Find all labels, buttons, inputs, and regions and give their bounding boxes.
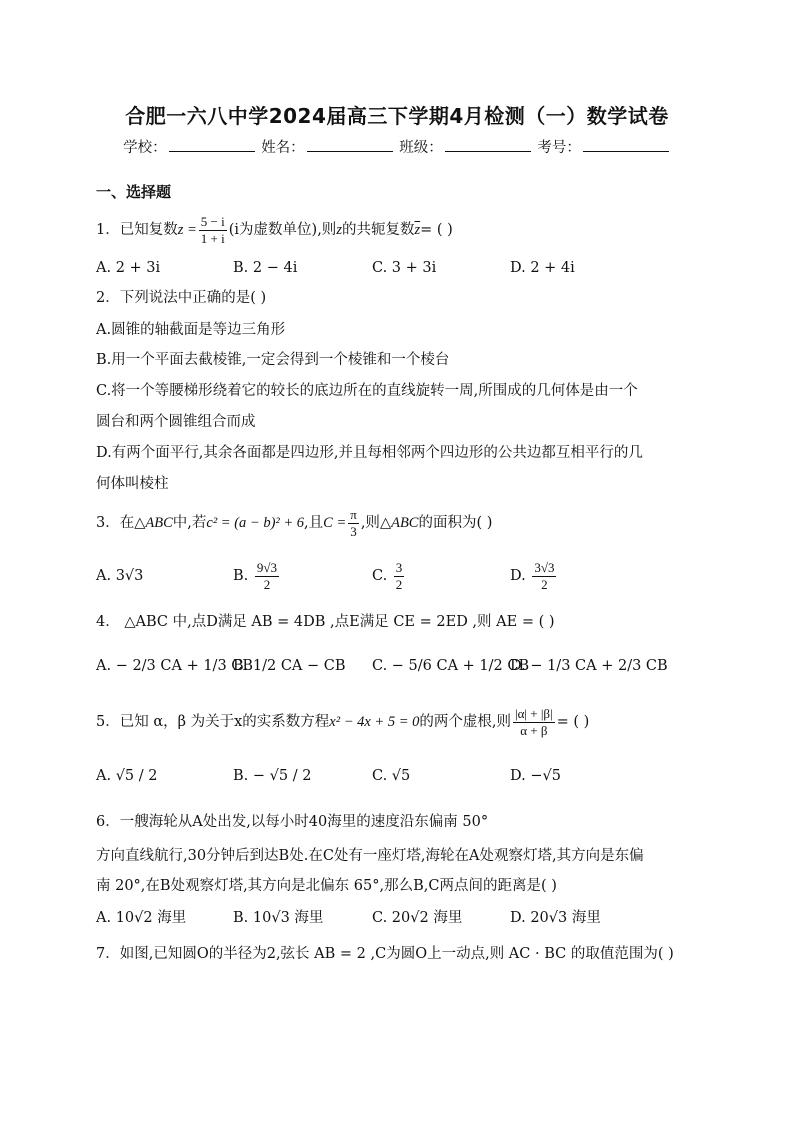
- question-2-stem: 2．下列说法中正确的是( ): [96, 290, 267, 306]
- name-field[interactable]: [307, 137, 393, 152]
- exam-title: 合肥一六八中学2024届高三下学期4月检测（一）数学试卷: [125, 104, 669, 128]
- question-7-stem: 7．如图,已知圆O的半径为2,弦长 AB = 2 ,C为圆O上一动点,则 AC · BC 的取值范围为( ): [96, 946, 674, 962]
- question-1-stem: 1．已知复数z = $\frac{5 - i}{1 + i}$ (i为虚数单位),则z的共轭复数$\overline{z}=$ ( ): [96, 213, 453, 246]
- school-field[interactable]: [169, 137, 255, 152]
- q1-fraction: $\frac{5 - i}{1 + i}$: [200, 213, 225, 246]
- class-field[interactable]: [445, 137, 531, 152]
- question-6-line1: 6．一艘海轮从A处出发,以每小时40海里的速度沿东偏南 50°: [96, 814, 489, 830]
- q5-option-b[interactable]: B. − √5 / 2: [233, 768, 312, 784]
- q4-option-b[interactable]: B. 1/2 CA − CB: [233, 658, 346, 674]
- school-label: 学校：: [123, 140, 167, 156]
- q6-option-a[interactable]: A. 10√2 海里: [96, 910, 187, 926]
- name-label: 姓名：: [261, 140, 305, 156]
- number-field[interactable]: [583, 137, 669, 152]
- q5-option-c[interactable]: C. √5: [372, 768, 411, 784]
- q2-option-d-line2: 何体叫棱柱: [96, 476, 169, 492]
- q5-option-a[interactable]: A. √5 / 2: [96, 768, 158, 784]
- number-label: 考号：: [537, 140, 581, 156]
- q2-option-d-line1[interactable]: D.有两个面平行,其余各面都是四边形,并且每相邻两个四边形的公共边都互相平行的几: [96, 445, 643, 461]
- q3-option-d[interactable]: D. $\frac{3√3}{2}$: [510, 559, 555, 592]
- q5-option-d[interactable]: D. −√5: [510, 768, 561, 784]
- question-6-line3: 南 20°,在B处观察灯塔,其方向是北偏东 65°,那么B,C两点间的距离是( ): [96, 878, 557, 894]
- class-label: 班级：: [399, 140, 443, 156]
- student-info-row: [0, 136, 794, 157]
- q1-option-c[interactable]: C. 3 + 3i: [372, 260, 437, 276]
- q3-option-c[interactable]: C. $\frac{3}{2}$: [372, 559, 403, 592]
- q6-option-b[interactable]: B. 10√3 海里: [233, 910, 324, 926]
- question-4-stem: 4． △ABC 中,点D满足 AB = 4DB ,点E满足 CE = 2ED ,则 AE = ( ): [96, 614, 555, 630]
- q4-option-d[interactable]: D. − 1/3 CA + 2/3 CB: [510, 658, 668, 674]
- q3-pi-fraction: $\frac{\pi}{3}$: [350, 506, 357, 539]
- q5-fraction: $\frac{|\alpha| + |\beta|}{\alpha + \beta}$: [514, 705, 553, 738]
- q6-option-d[interactable]: D. 20√3 海里: [510, 910, 601, 926]
- q4-option-a[interactable]: A. − 2/3 CA + 1/3 CB: [96, 658, 254, 674]
- q6-option-c[interactable]: C. 20√2 海里: [372, 910, 463, 926]
- question-5-stem: 5．已知 α，β 为关于x的实系数方程x² − 4x + 5 = 0的两个虚根,则 $\frac{|\alpha| + |\beta|}{\alpha + \beta}$ = ( ): [96, 705, 590, 738]
- q2-option-c-line1[interactable]: C.将一个等腰梯形绕着它的较长的底边所在的直线旋转一周,所围成的几何体是由一个: [96, 383, 638, 399]
- q1-option-b[interactable]: B. 2 − 4i: [233, 260, 298, 276]
- q2-option-a[interactable]: A.圆锥的轴截面是等边三角形: [96, 322, 286, 338]
- question-3-stem: 3．在△ABC中,若c² = (a − b)² + 6,且C = $\frac{\pi}{3}$ ,则△ABC的面积为( ): [96, 506, 493, 539]
- q2-option-b[interactable]: B.用一个平面去截棱锥,一定会得到一个棱锥和一个棱台: [96, 352, 450, 368]
- q2-option-c-line2: 圆台和两个圆锥组合而成: [96, 414, 256, 430]
- q1-option-a[interactable]: A. 2 + 3i: [96, 260, 161, 276]
- section-heading: 一、选择题: [96, 183, 172, 201]
- q3-option-b[interactable]: B. $\frac{9√3}{2}$: [233, 559, 278, 592]
- question-6-line2: 方向直线航行,30分钟后到达B处.在C处有一座灯塔,海轮在A处观察灯塔,其方向是东偏: [96, 848, 644, 864]
- q3-option-a[interactable]: A. 3√3: [96, 568, 144, 584]
- q1-option-d[interactable]: D. 2 + 4i: [510, 260, 575, 276]
- q4-option-c[interactable]: C. − 5/6 CA + 1/2 CB: [372, 658, 530, 674]
